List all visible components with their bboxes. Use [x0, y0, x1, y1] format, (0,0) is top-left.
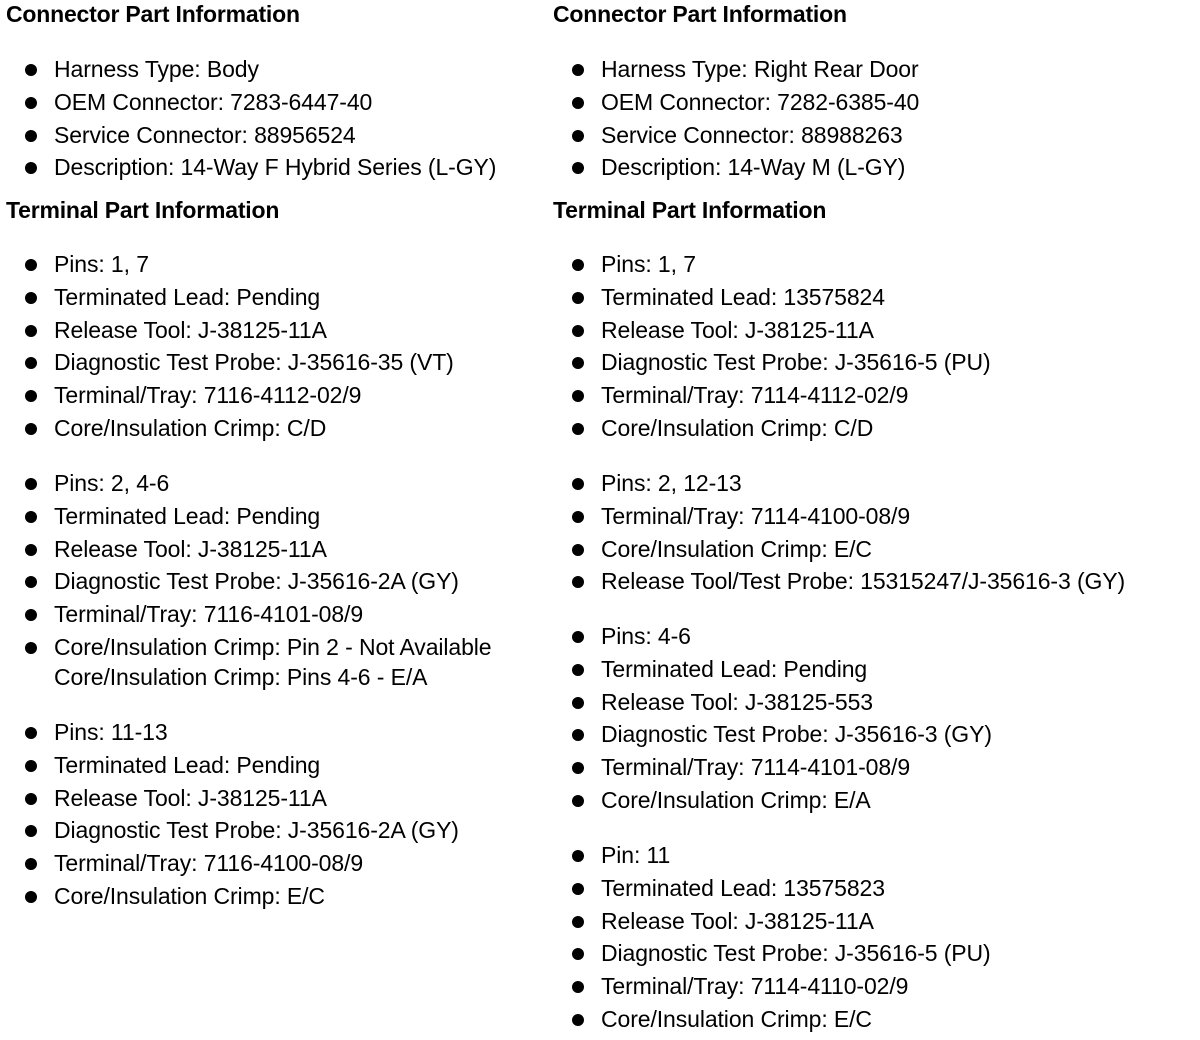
terminal-group	[553, 467, 1125, 598]
terminal-group	[553, 248, 991, 445]
list-item: Diagnostic Test Probe: J-35616-3 (GY)	[553, 718, 992, 751]
list-item: Core/Insulation Crimp: E/C	[6, 880, 459, 913]
list-item: Terminal/Tray: 7116-4112-02/9	[6, 379, 454, 412]
bullet-icon	[25, 390, 37, 402]
bullet-icon	[572, 916, 584, 928]
bullet-icon	[572, 357, 584, 369]
list-item: Release Tool: J-38125-553	[553, 686, 992, 719]
bullet-icon	[25, 511, 37, 523]
list-item: Description: 14-Way F Hybrid Series (L-GY)	[6, 151, 496, 184]
bullet-icon	[25, 423, 37, 435]
list-item: Pins: 2, 4-6	[6, 467, 492, 500]
bullet-icon	[572, 390, 584, 402]
bullet-icon	[572, 64, 584, 76]
list-item: Terminal/Tray: 7114-4110-02/9	[553, 970, 991, 1003]
bullet-icon	[572, 762, 584, 774]
bullet-icon	[572, 1014, 584, 1026]
bullet-icon	[25, 325, 37, 337]
bullet-icon	[572, 948, 584, 960]
connector-info-list	[6, 53, 496, 184]
list-item: Core/Insulation Crimp: C/D	[6, 412, 454, 445]
bullet-icon	[25, 891, 37, 903]
list-item: Core/Insulation Crimp: E/C	[553, 1003, 991, 1036]
bullet-icon	[25, 130, 37, 142]
bullet-icon	[25, 642, 37, 654]
bullet-icon	[572, 664, 584, 676]
list-item: Diagnostic Test Probe: J-35616-2A (GY)	[6, 565, 492, 598]
bullet-icon	[25, 478, 37, 490]
list-item: Diagnostic Test Probe: J-35616-35 (VT)	[6, 346, 454, 379]
list-item: Terminated Lead: Pending	[6, 749, 459, 782]
list-item: Terminal/Tray: 7116-4100-08/9	[6, 847, 459, 880]
connector-heading: Connector Part Information	[6, 1, 300, 27]
terminal-group	[6, 248, 454, 445]
bullet-icon	[572, 883, 584, 895]
list-item: Release Tool/Test Probe: 15315247/J-35616-3 (GY)	[553, 565, 1125, 598]
list-item: Terminated Lead: Pending	[6, 281, 454, 314]
list-item: Terminal/Tray: 7114-4112-02/9	[553, 379, 991, 412]
bullet-icon	[572, 130, 584, 142]
list-item: Release Tool: J-38125-11A	[553, 905, 991, 938]
list-item: Harness Type: Right Rear Door	[553, 53, 919, 86]
list-item: Service Connector: 88956524	[6, 119, 496, 152]
list-item: Terminal/Tray: 7114-4100-08/9	[553, 500, 1125, 533]
list-item: Pins: 4-6	[553, 620, 992, 653]
list-item: Core/Insulation Crimp: E/C	[553, 533, 1125, 566]
bullet-icon	[572, 697, 584, 709]
bullet-icon	[25, 825, 37, 837]
list-item: Terminal/Tray: 7114-4101-08/9	[553, 751, 992, 784]
list-item: Description: 14-Way M (L-GY)	[553, 151, 919, 184]
list-item: Core/Insulation Crimp: C/D	[553, 412, 991, 445]
bullet-icon	[572, 292, 584, 304]
list-item: Diagnostic Test Probe: J-35616-5 (PU)	[553, 346, 991, 379]
list-item: Pins: 1, 7	[6, 248, 454, 281]
list-item: Diagnostic Test Probe: J-35616-2A (GY)	[6, 814, 459, 847]
connector-info-list	[553, 53, 919, 184]
bullet-icon	[572, 162, 584, 174]
list-item: Terminated Lead: 13575824	[553, 281, 991, 314]
terminal-group	[6, 716, 459, 913]
terminal-heading: Terminal Part Information	[553, 197, 827, 223]
bullet-icon	[25, 259, 37, 271]
bullet-icon	[25, 727, 37, 739]
bullet-icon	[25, 609, 37, 621]
list-item: Pins: 2, 12-13	[553, 467, 1125, 500]
bullet-icon	[25, 64, 37, 76]
list-item: Terminal/Tray: 7116-4101-08/9	[6, 598, 492, 631]
bullet-icon	[572, 423, 584, 435]
connector-heading: Connector Part Information	[553, 1, 847, 27]
list-item: Core/Insulation Crimp: Pin 2 - Not Available Core/Insulation Crimp: Pins 4-6 - E/A	[6, 631, 492, 692]
bullet-icon	[25, 97, 37, 109]
list-item: Release Tool: J-38125-11A	[6, 314, 454, 347]
bullet-icon	[25, 292, 37, 304]
bullet-icon	[572, 97, 584, 109]
list-item: Release Tool: J-38125-11A	[553, 314, 991, 347]
bullet-icon	[572, 544, 584, 556]
list-item: OEM Connector: 7283-6447-40	[6, 86, 496, 119]
bullet-icon	[572, 631, 584, 643]
list-item: Harness Type: Body	[6, 53, 496, 86]
list-item: Release Tool: J-38125-11A	[6, 782, 459, 815]
bullet-icon	[572, 478, 584, 490]
list-item: Pins: 1, 7	[553, 248, 991, 281]
bullet-icon	[25, 858, 37, 870]
terminal-group	[6, 467, 492, 692]
bullet-icon	[572, 850, 584, 862]
bullet-icon	[25, 357, 37, 369]
list-item: Pins: 11-13	[6, 716, 459, 749]
bullet-icon	[572, 259, 584, 271]
list-item: Terminated Lead: Pending	[553, 653, 992, 686]
terminal-group	[553, 839, 991, 1036]
list-item: Diagnostic Test Probe: J-35616-5 (PU)	[553, 937, 991, 970]
bullet-icon	[25, 162, 37, 174]
list-item: Pin: 11	[553, 839, 991, 872]
list-item: Core/Insulation Crimp: E/A	[553, 784, 992, 817]
bullet-icon	[572, 729, 584, 741]
terminal-group	[553, 620, 992, 817]
bullet-icon	[25, 760, 37, 772]
list-item: Release Tool: J-38125-11A	[6, 533, 492, 566]
bullet-icon	[572, 325, 584, 337]
bullet-icon	[572, 576, 584, 588]
bullet-icon	[25, 544, 37, 556]
list-item: Terminated Lead: Pending	[6, 500, 492, 533]
bullet-icon	[25, 576, 37, 588]
bullet-icon	[572, 981, 584, 993]
bullet-icon	[572, 511, 584, 523]
list-item: OEM Connector: 7282-6385-40	[553, 86, 919, 119]
bullet-icon	[572, 795, 584, 807]
list-item: Terminated Lead: 13575823	[553, 872, 991, 905]
terminal-heading: Terminal Part Information	[6, 197, 280, 223]
bullet-icon	[25, 793, 37, 805]
list-item: Service Connector: 88988263	[553, 119, 919, 152]
